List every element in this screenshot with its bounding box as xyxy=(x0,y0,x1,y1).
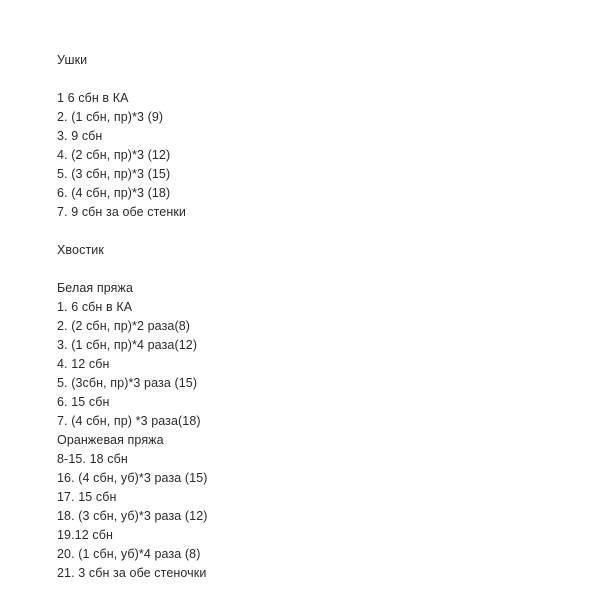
blank-line xyxy=(57,222,577,241)
text-line: 5. (3 сбн, пр)*3 (15) xyxy=(57,167,171,181)
pattern-text xyxy=(57,51,577,583)
text-line: 20. (1 сбн, уб)*4 раза (8) xyxy=(57,547,201,561)
text-line: 16. (4 сбн, уб)*3 раза (15) xyxy=(57,471,208,485)
yarn-label-white: Белая пряжа xyxy=(57,281,133,295)
yarn-label-orange: Оранжевая пряжа xyxy=(57,433,164,447)
blank-line xyxy=(57,70,577,89)
text-line: 7. (4 сбн, пр) *3 раза(18) xyxy=(57,414,201,428)
blank-line xyxy=(57,260,577,279)
text-line: 17. 15 сбн xyxy=(57,490,117,504)
text-line: 18. (3 сбн, уб)*3 раза (12) xyxy=(57,509,208,523)
text-line: 6. (4 сбн, пр)*3 (18) xyxy=(57,186,171,200)
section-title-tail: Хвостик xyxy=(57,243,104,257)
text-line: 5. (3сбн, пр)*3 раза (15) xyxy=(57,376,198,390)
text-line: 19.12 сбн xyxy=(57,528,113,542)
text-line: 21. 3 сбн за обе стеночки xyxy=(57,566,207,580)
text-line: 3. (1 сбн, пр)*4 раза(12) xyxy=(57,338,198,352)
text-line: 8-15. 18 сбн xyxy=(57,452,128,466)
text-line: 2. (1 сбн, пр)*3 (9) xyxy=(57,110,164,124)
text-line: 1 6 сбн в КА xyxy=(57,91,129,105)
text-line: 3. 9 сбн xyxy=(57,129,103,143)
text-line: 1. 6 сбн в КА xyxy=(57,300,133,314)
section-title-ears: Ушки xyxy=(57,53,88,67)
text-line: 7. 9 сбн за обе стенки xyxy=(57,205,187,219)
text-line: 2. (2 сбн, пр)*2 раза(8) xyxy=(57,319,191,333)
text-line: 6. 15 сбн xyxy=(57,395,110,409)
text-line: 4. 12 сбн xyxy=(57,357,110,371)
text-line: 4. (2 сбн, пр)*3 (12) xyxy=(57,148,171,162)
